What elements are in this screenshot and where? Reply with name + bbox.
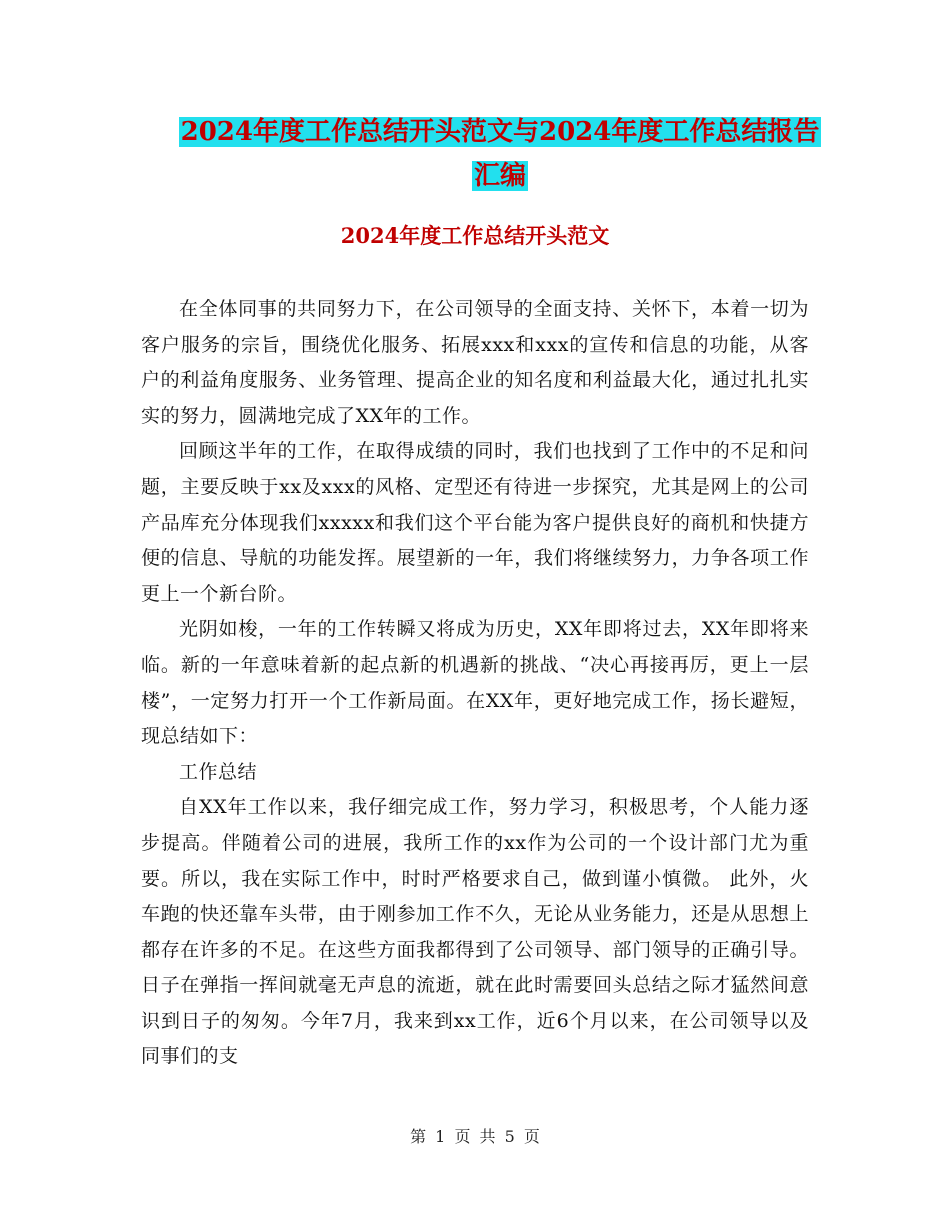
document-title-line1: 2024年度工作总结开头范文与2024年度工作总结报告 — [180, 117, 820, 147]
paragraph-2: 回顾这半年的工作，在取得成绩的同时，我们也找到了工作中的不足和问题，主要反映于xx及xxx的风格、定型还有待进一步探究，尤其是网上的公司产品库充分体现我们xxxxx和我们这个平台能为客户提供良好的商机和快捷方便的信息、导航的功能发挥。展望新的一年，我们将继续努力，力争各项工作更上一个新台阶。 — [141, 440, 809, 605]
page-footer: 第 1 页 共 5 页 — [410, 1127, 540, 1146]
body-text — [141, 292, 809, 1075]
document-title-line2: 汇编 — [473, 161, 526, 191]
document-title — [140, 110, 860, 198]
paragraph-3: 光阴如梭，一年的工作转瞬又将成为历史，XX年即将过去，XX年即将来临。新的一年意味着新的起点新的机遇新的挑战、“决心再接再厉，更上一层楼”，一定努力打开一个工作新局面。在XX年，更好地完成工作，扬长避短，现总结如下： — [141, 618, 809, 748]
paragraph-heading-work-summary: 工作总结 — [179, 760, 258, 783]
section-title: 2024年度工作总结开头范文 — [340, 223, 610, 248]
paragraph-4: 自XX年工作以来，我仔细完成工作，努力学习，积极思考，个人能力逐步提高。伴随着公司的进展，我所工作的xx作为公司的一个设计部门尤为重要。所以，我在实际工作中，时时严格要求自己，做到谨小慎微。 此外，火车跑的快还靠车头带，由于刚参加工作不久，无论从业务能力，还是从思想上都存在许多的不足。在这些方面我都得到了公司领导、部门领导的正确引导。 日子在弹指一挥间就毫无声息的流逝，就在此时需要回头总结之际才猛然间意识到日子的匆匆。今年7月，我来到xx工作，近6个月以来，在公司领导以及同事们的支 — [141, 796, 809, 1068]
paragraph-1: 在全体同事的共同努力下，在公司领导的全面支持、关怀下，本着一切为客户服务的宗旨，围绕优化服务、拓展xxx和xxx的宣传和信息的功能，从客户的利益角度服务、业务管理、提高企业的知名度和利益最大化，通过扎扎实实的努力，圆满地完成了XX年的工作。 — [141, 298, 809, 427]
